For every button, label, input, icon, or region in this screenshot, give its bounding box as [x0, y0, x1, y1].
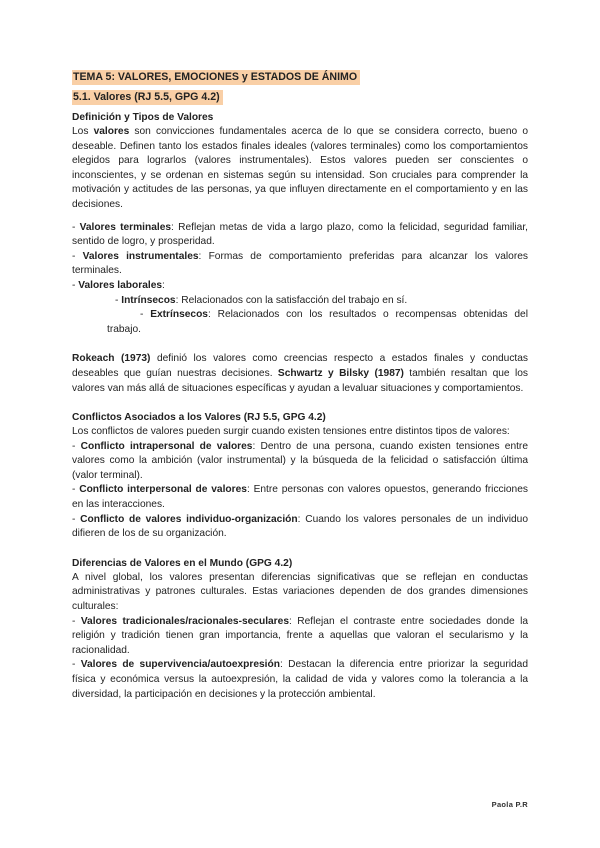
conflict-item-interpersonal: - Conflicto interpersonal de valores: Entre personas con valores opuestos, generando fricciones en las interacciones. [72, 484, 528, 511]
list-item-instrumental: - Valores instrumentales: Formas de comportamiento preferidas para alcanzar los valores terminales. [72, 250, 528, 277]
conflicts-intro: Los conflictos de valores pueden surgir cuando existen tensiones entre distintos tipos de valores: [72, 426, 510, 438]
world-item-tradicionales: - Valores tradicionales/racionales-seculares: Reflejan el contraste entre sociedades donde la religión y tradición tienen gran importancia, frente a aquellas que valoran el secularismo y la racionalidad. [72, 615, 529, 656]
conflict-item-intrapersonal: - Conflicto intrapersonal de valores: Dentro de una persona, cuando existen tensiones entre valores como la ambición (valor instrumental) y la búsqueda de la felicidad o satisfacción última (valor terminal). [72, 440, 528, 481]
world-item-supervivencia: - Valores de supervivencia/autoexpresión: Destacan la diferencia entre priorizar la seguridad física y económica versus la autoexpresión, la calidad de vida y valores como la tolerancia a la diversidad, la participación en decisiones y la protección ambiental. [72, 659, 528, 700]
doc-title-row [72, 70, 528, 85]
world-intro: A nivel global, los valores presentan diferencias significativas que se reflejan en conductas administrativas y patrones culturales. Estas variaciones dependen de dos grandes dimensiones culturales: [72, 571, 528, 613]
section-heading-row [72, 90, 528, 105]
values-intro-paragraph: Los valores son convicciones fundamentales acerca de lo que se considera correcto, bueno o deseable. Definen tanto los estados finales ideales (valores terminales) como los comportamientos elegidos para lograrlos (valores instrumentales). Estos valores pueden ser conscientes o inconscientes, y se ordenan en sistemas según su intensidad. Son cruciales para comprender la motivación y actitudes de las personas, ya que influyen directamente en el comportamiento y en las decisiones. [72, 126, 528, 210]
section-heading: 5.1. Valores (RJ 5.5, GPG 4.2) [72, 90, 223, 105]
list-item-terminal: - Valores terminales: Reflejan metas de vida a largo plazo, como la felicidad, seguridad familiar, sentido de logro, y prosperidad. [72, 221, 528, 248]
author-footer: Paola P.R [491, 800, 528, 809]
definition-heading: Definición y Tipos de Valores [72, 112, 214, 123]
list-item-laborales: - Valores laborales: [72, 279, 165, 291]
doc-title: TEMA 5: VALORES, EMOCIONES y ESTADOS DE ÁNIMO [72, 70, 360, 85]
world-heading: Diferencias de Valores en el Mundo (GPG 4.2) [72, 557, 293, 569]
values-term: valores [93, 126, 130, 137]
conflicts-heading: Conflictos Asociados a los Valores (RJ 5.5, GPG 4.2) [72, 412, 326, 424]
document-page [72, 70, 528, 702]
rokeach-paragraph: Rokeach (1973) definió los valores como creencias respecto a estados finales y conductas deseables que guían nuestras decisiones. Schwartz y Bilsky (1987) también resaltan que los valores van más allá de situaciones específicas y ayudan a levaluar situaciones y comportamientos. [72, 353, 529, 394]
sub-item-extrinsecos: - Extrínsecos: Relacionados con los resultados o recompensas obtenidas del trabajo. [107, 309, 528, 335]
sub-item-intrinsecos: - Intrínsecos: Relacionados con la satisfacción del trabajo en sí. [115, 294, 408, 306]
conflict-item-organizacion: - Conflicto de valores individuo-organización: Cuando los valores personales de un individuo difieren de los de su organización. [72, 513, 528, 540]
